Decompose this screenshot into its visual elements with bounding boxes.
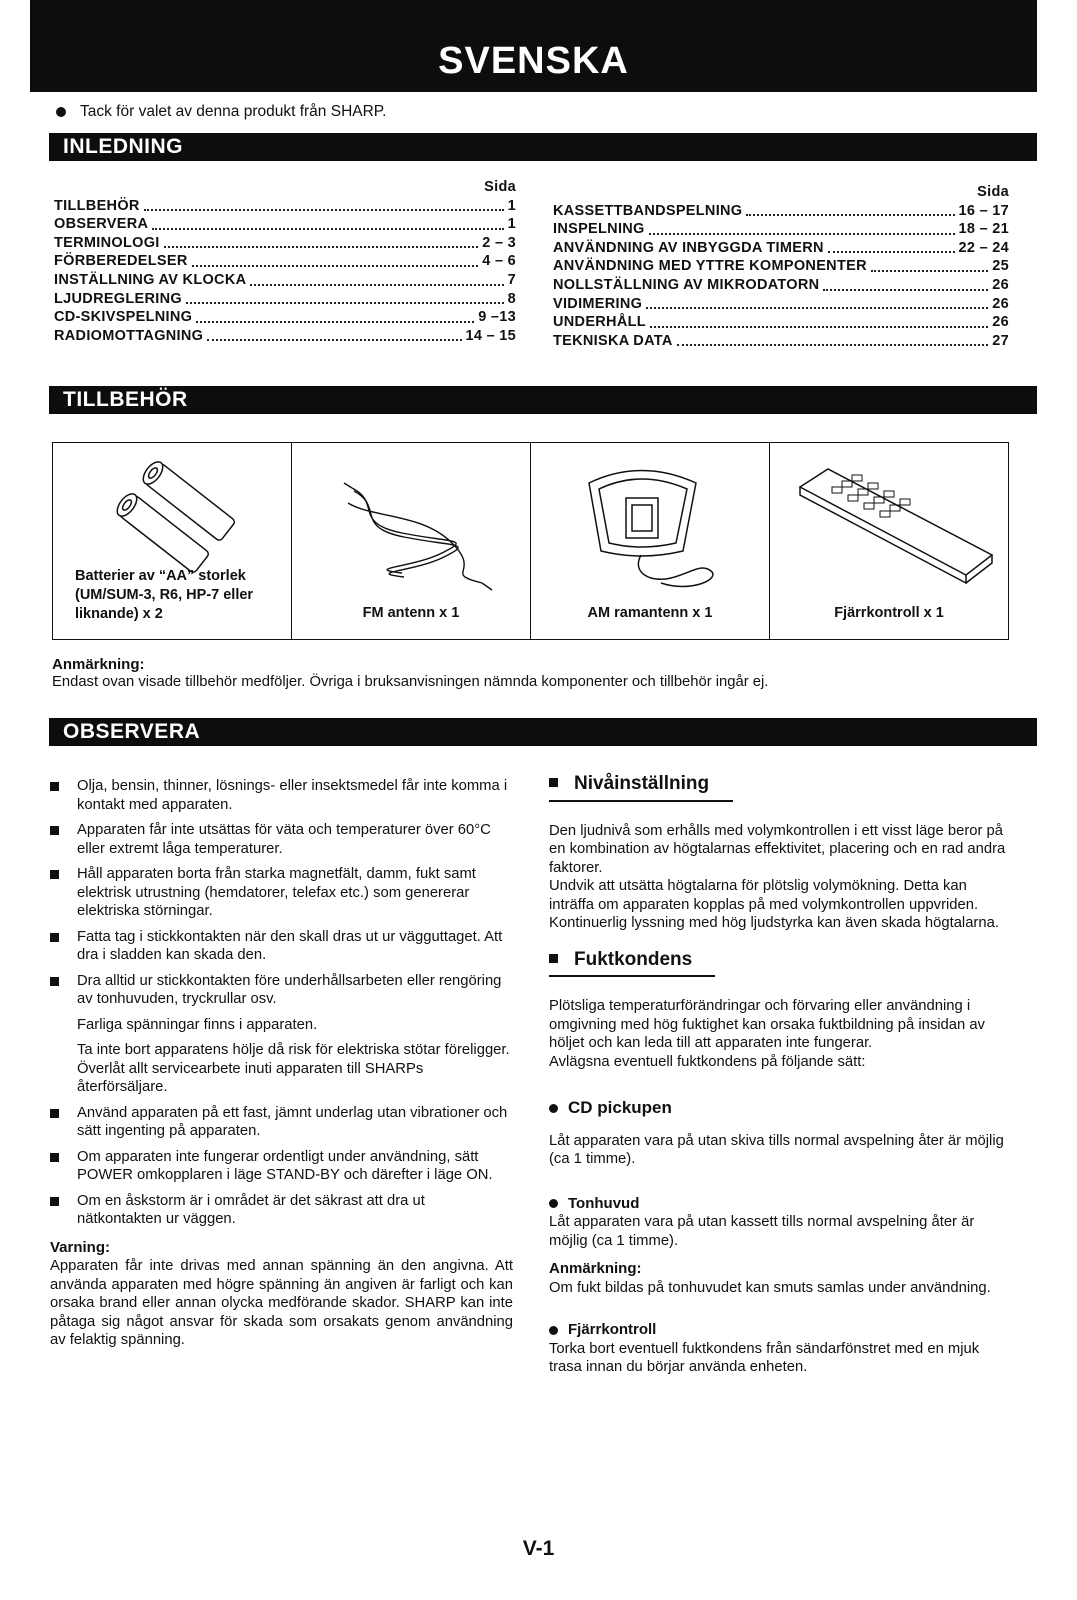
observera-item: Håll apparaten borta från starka magnetfält, damm, fukt samt elektrisk utrustning (hemdatorer, telefax etc.) som genererar elektriska störningar.	[50, 865, 513, 921]
section-bar-tillbehor	[49, 386, 1037, 414]
accessory-note	[52, 656, 1012, 692]
observera-item: Om en åskstorm är i området är det säkrast att dra ut nätkontakten ur väggen.	[50, 1192, 513, 1229]
toc-title: KASSETTBANDSPELNING	[553, 202, 743, 219]
square-bullet-icon	[549, 954, 558, 963]
section-bar-observera	[49, 718, 1037, 746]
toc-row[interactable]	[54, 252, 516, 271]
toc-row[interactable]	[553, 220, 1009, 239]
fjarr-text: Torka bort eventuell fuktkondens från sändarfönstret med en mjuk trasa innan du börjar använda enheten.	[549, 1340, 980, 1375]
toc-title: OBSERVERA	[54, 216, 149, 233]
fukt-paragraph: Plötsliga temperaturförändringar och förvaring eller användning i omgivning med hög fuktighet kan orsaka fuktbildning på insidan av höljet och kan leda till att apparaten inte fungerar.	[549, 998, 985, 1051]
toc-page: 4 – 6	[482, 253, 516, 270]
toc-left	[54, 178, 516, 345]
bullet-icon	[56, 107, 66, 117]
toc-page-label: Sida	[484, 179, 516, 195]
toc-page: 18 – 21	[958, 221, 1009, 238]
toc-page: 27	[992, 332, 1009, 349]
toc-page: 14 – 15	[465, 327, 516, 344]
toc-right	[553, 183, 1009, 350]
toc-title: INSTÄLLNING AV KLOCKA	[54, 271, 247, 288]
language-header-bar	[30, 0, 1037, 92]
section-title-observera: OBSERVERA	[63, 720, 201, 743]
cd-heading-row	[549, 1099, 1009, 1118]
bullet-icon	[549, 1104, 558, 1113]
toc-title: CD-SKIVSPELNING	[54, 309, 193, 326]
square-bullet-icon	[50, 977, 59, 986]
square-bullet-icon	[50, 1153, 59, 1162]
toc-title: RADIOMOTTAGNING	[54, 327, 204, 344]
toc-title: VIDIMERING	[553, 295, 643, 312]
section-title-inledning: INLEDNING	[63, 135, 183, 158]
right-column	[549, 775, 1009, 1377]
am-antenna-illustration	[531, 443, 769, 603]
observera-item: Fatta tag i stickkontakten när den skall dras ut ur vägguttaget. Att dra i sladden kan skada den.	[50, 928, 513, 965]
batteries-illustration	[53, 443, 293, 573]
cd-text: Låt apparaten vara på utan skiva tills normal avspelning åter är möjlig (ca 1 timme).	[549, 1132, 1004, 1167]
accessory-batteries	[53, 443, 292, 639]
fm-caption: FM antenn x 1	[362, 605, 460, 621]
niva-paragraph: Undvik att utsätta högtalarna för plötslig volymökning. Detta kan inträffa om apparaten kopplas på med volymkontrollen uppvriden. Kontinuerlig lyssning med hög ljudstyrka kan även skada högtalarna.	[549, 878, 999, 931]
square-bullet-icon	[549, 778, 558, 787]
intro-text: Tack för valet av denna produkt från SHARP.	[80, 103, 387, 120]
cd-heading: CD pickupen	[568, 1098, 672, 1117]
toc-title: ANVÄNDNING MED YTTRE KOMPONENTER	[553, 258, 867, 275]
niva-paragraph: Den ljudnivå som erhålls med volymkontrollen i ett visst läge beror på en kombination av högtalarnas effektivitet, placering och en rad andra faktorer.	[549, 822, 1006, 876]
observera-extra: Överlåt allt servicearbete inuti apparaten till SHARPs återförsäljare.	[77, 1060, 424, 1095]
square-bullet-icon	[50, 1109, 59, 1118]
fukt-note-heading: Anmärkning:	[549, 1260, 642, 1277]
fukt-note-text: Om fukt bildas på tonhuvudet kan smuts samlas under användning.	[549, 1279, 991, 1296]
niva-heading-row	[549, 775, 1009, 794]
toc-title: UNDERHÅLL	[553, 314, 646, 331]
toc-page: 1	[507, 197, 516, 214]
toc-row[interactable]	[54, 327, 516, 346]
square-bullet-icon	[50, 870, 59, 879]
observera-item: Dra alltid ur stickkontakten före underhållsarbeten eller rengöring av tonhuvuden, tryckrullar osv.	[50, 972, 513, 1009]
toc-row[interactable]	[553, 332, 1009, 351]
toc-page: 9 –13	[478, 309, 516, 326]
toc-title: TERMINOLOGI	[54, 234, 160, 251]
remote-control-illustration	[770, 443, 1008, 593]
page-number: V-1	[522, 1537, 555, 1560]
niva-underline	[549, 800, 733, 802]
toc-page: 2 – 3	[482, 234, 516, 251]
toc-page: 7	[507, 271, 516, 288]
accessories-table	[52, 442, 1009, 640]
observera-item: Använd apparaten på ett fast, jämnt underlag utan vibrationer och sätt ingenting på apparaten.	[50, 1104, 513, 1141]
toc-title: INSPELNING	[553, 221, 645, 238]
toc-row[interactable]	[54, 308, 516, 327]
accessory-note-heading: Anmärkning:	[52, 656, 145, 673]
fm-antenna-illustration	[292, 443, 530, 593]
observera-item: Om apparaten inte fungerar ordentligt under användning, sätt POWER omkopplaren i läge STAND-BY och därefter i läge ON.	[50, 1148, 513, 1185]
intro-line	[56, 103, 386, 121]
toc-row[interactable]	[553, 313, 1009, 332]
toc-row[interactable]	[54, 197, 516, 216]
toc-row[interactable]	[553, 202, 1009, 221]
observera-column	[50, 777, 513, 1350]
toc-row[interactable]	[553, 239, 1009, 258]
fjarr-heading: Fjärrkontroll	[568, 1321, 657, 1338]
ton-text: Låt apparaten vara på utan kassett tills normal avspelning åter är möjlig (ca 1 timme).	[549, 1214, 975, 1249]
fukt-heading-row	[549, 948, 1009, 970]
toc-title: LJUDREGLERING	[54, 290, 182, 307]
toc-page: 26	[992, 276, 1009, 293]
toc-page: 26	[992, 314, 1009, 331]
accessory-remote-control	[770, 443, 1008, 639]
toc-page: 25	[992, 258, 1009, 275]
accessory-note-text: Endast ovan visade tillbehör medföljer. Övriga i bruksanvisningen nämnda komponenter och tillbehör ingår ej.	[52, 674, 769, 690]
toc-page: 16 – 17	[958, 202, 1009, 219]
bullet-icon	[549, 1326, 558, 1335]
batteries-caption-line: liknande) x 2	[75, 606, 163, 622]
batteries-caption-line: Batterier av “AA” storlek	[75, 568, 246, 584]
toc-row[interactable]	[553, 257, 1009, 276]
toc-row[interactable]	[54, 234, 516, 253]
ton-heading-row	[549, 1195, 1009, 1214]
toc-title: NOLLSTÄLLNING AV MIKRODATORN	[553, 276, 820, 293]
fukt-heading: Fuktkondens	[574, 948, 693, 970]
observera-extra: Ta inte bort apparatens hölje då risk för elektriska stötar föreligger.	[77, 1042, 510, 1058]
toc-row[interactable]	[553, 295, 1009, 314]
fjarr-heading-row	[549, 1321, 1009, 1340]
square-bullet-icon	[50, 1197, 59, 1206]
niva-heading: Nivåinställning	[574, 773, 710, 794]
toc-page: 1	[507, 216, 516, 233]
warning-heading: Varning:	[50, 1238, 111, 1256]
observera-item: Apparaten får inte utsättas för väta och temperaturer över 60°C eller extremt låga temperaturer.	[50, 821, 513, 858]
toc-title: TEKNISKA DATA	[553, 332, 673, 349]
section-bar-inledning	[49, 133, 1037, 161]
bullet-icon	[549, 1199, 558, 1208]
square-bullet-icon	[50, 933, 59, 942]
observera-extra: Farliga spänningar finns i apparaten.	[77, 1016, 318, 1033]
ton-heading: Tonhuvud	[568, 1194, 640, 1212]
remote-caption: Fjärrkontroll x 1	[834, 605, 944, 621]
toc-page-label: Sida	[977, 184, 1009, 200]
toc-row[interactable]	[54, 271, 516, 290]
am-caption: AM ramantenn x 1	[587, 605, 713, 621]
toc-page: 8	[507, 290, 516, 307]
language-title: SVENSKA	[438, 40, 629, 82]
accessory-am-antenna	[531, 443, 770, 639]
toc-row[interactable]	[553, 276, 1009, 295]
toc-page: 26	[992, 295, 1009, 312]
fukt-underline	[549, 975, 715, 977]
toc-row[interactable]	[54, 290, 516, 309]
toc-page: 22 – 24	[958, 239, 1009, 256]
warning-text: Apparaten får inte drivas med annan spänning än den angivna. Att använda apparaten med högre spänning än angiven är farligt och kan orsaka brand eller annan olycka medförande skador. SHARP kan inte påtaga sig något ansvar för skada som orsakats genom användning av felaktig spänning.	[50, 1258, 513, 1348]
toc-row[interactable]	[54, 215, 516, 234]
square-bullet-icon	[50, 826, 59, 835]
fukt-paragraph: Avlägsna eventuell fuktkondens på följande sätt:	[549, 1053, 866, 1070]
batteries-caption-line: (UM/SUM-3, R6, HP-7 eller	[75, 587, 254, 603]
toc-title: FÖRBEREDELSER	[54, 253, 188, 270]
toc-title: ANVÄNDNING AV INBYGGDA TIMERN	[553, 239, 824, 256]
toc-title: TILLBEHÖR	[54, 197, 140, 214]
section-title-tillbehor: TILLBEHÖR	[63, 388, 188, 411]
square-bullet-icon	[50, 782, 59, 791]
accessory-fm-antenna	[292, 443, 531, 639]
observera-item: Olja, bensin, thinner, lösnings- eller insektsmedel får inte komma i kontakt med apparaten.	[50, 777, 513, 814]
